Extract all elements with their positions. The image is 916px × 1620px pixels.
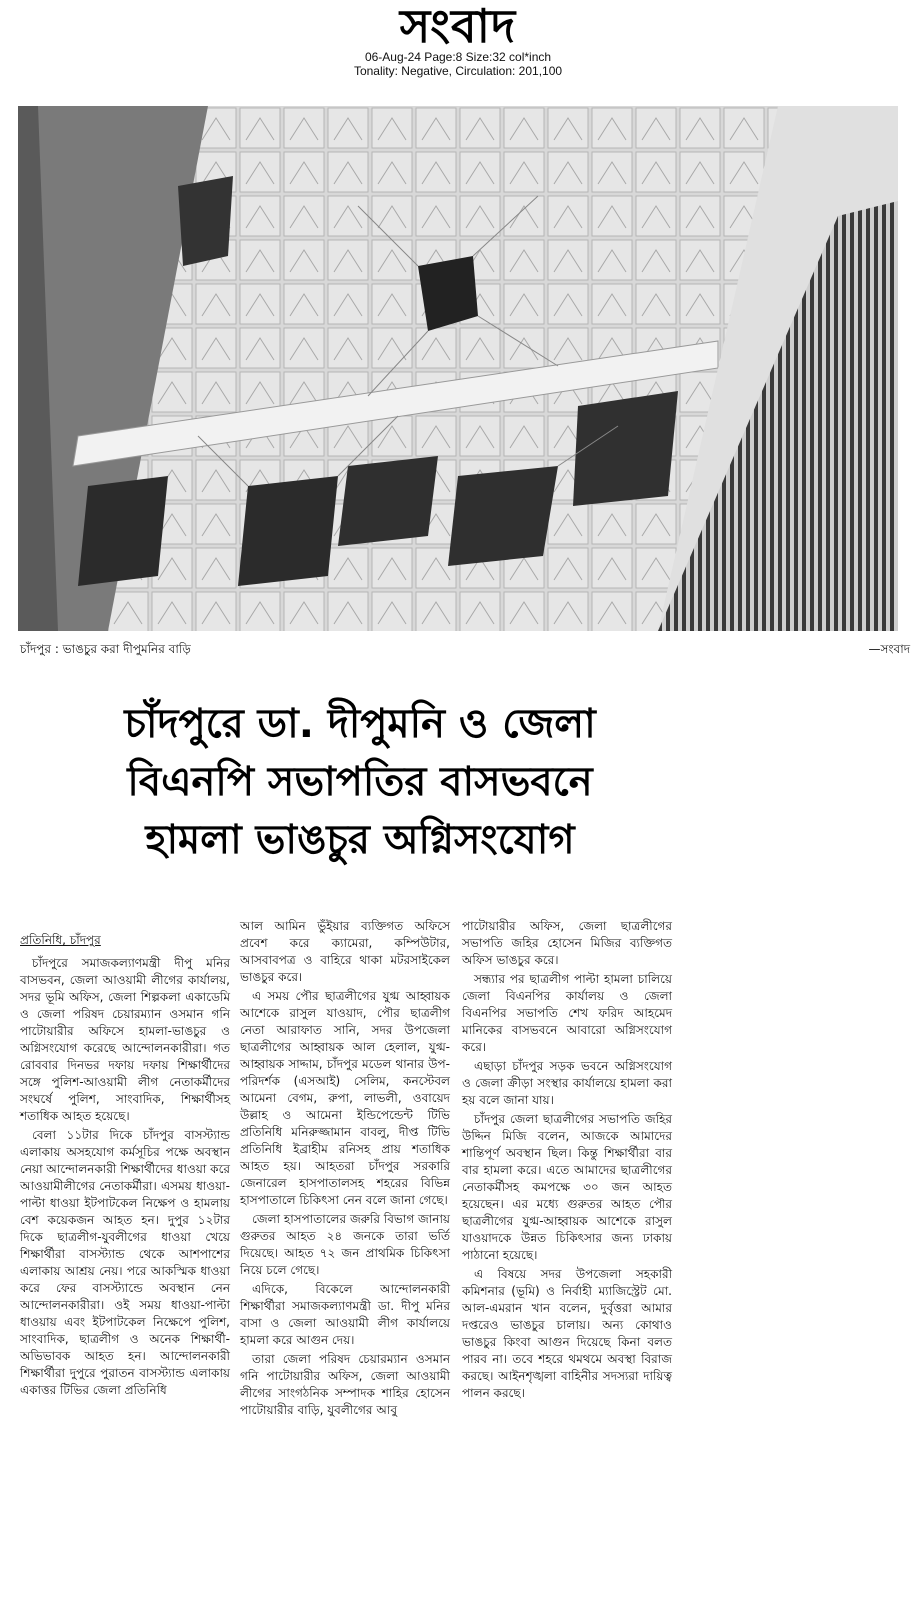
masthead [0,0,916,78]
vandalized-building-photo [18,106,898,631]
photo-caption: চাঁদপুর : ভাঙচুর করা দীপুমনির বাড়ি [20,642,191,656]
paragraph: চাঁদপুর জেলা ছাত্রলীগের সভাপতি জহির উদ্দিন মিজি বলেন, আজকে আমাদের শান্তিপূর্ণ অবস্থান ছিল। কিন্তু শিক্ষার্থীরা বার বার হামলা করে। এতে আমাদের ছাত্রলীগের নেতাকর্মীসহ কমপক্ষে ৩০ জন আহত হয়েছেন। এর মধ্যে গুরুতর আহত পৌর ছাত্রলীগের যুগ্ম-আহ্বায়ক আশেকে রাসুল যাওয়াদকে উন্নত চিকিৎসার জন্য ঢাকায় পাঠানো হয়েছে। [462,1112,672,1262]
paragraph: চাঁদপুরে সমাজকল্যাণমন্ত্রী দীপু মনির বাসভবন, জেলা আওয়ামী লীগের কার্যালয়, সদর ভূমি অফিস, জেলা শিল্পকলা একাডেমি ও জেলা পরিষদ চেয়ারম্যান ওসমান গনি পাটোয়ারীর অফিসে হামলা-ভাঙচুর ও অগ্নিসংযোগ করেছে আন্দোলনকারীরা। গত রোববার দিনভর দফায় দফায় শিক্ষার্থীদের সঙ্গে পুলিশ-আওয়ামী লীগ নেতাকর্মীদের সংঘর্ষে পুলিশ, সাংবাদিক, শিক্ষার্থীসহ শতাধিক আহত হয়েছে। [20,956,230,1123]
paragraph: সন্ধ্যার পর ছাত্রলীগ পাল্টা হামলা চালিয়ে জেলা বিএনপির কার্যালয় ও জেলা বিএনপির সভাপতি শেখ ফরিদ আহমেদ মানিকের বাসভবনে আবারো অগ্নিসংযোগ করে। [462,972,672,1054]
paragraph: এ সময় পৌর ছাত্রলীগের যুগ্ম আহ্বায়ক আশেকে রাসুল যাওয়াদ, পৌর ছাত্রলীগ নেতা আরাফাত সানি, সদর উপজেলা ছাত্রলীগের আহ্বায়ক আল হেলাল, যুগ্ম-আহ্বায়ক সাদ্দাম, চাঁদপুর মডেল থানার উপ-পরিদর্শক (এসআই) সেলিম, কনস্টেবল আমেনা বেগম, রুপা, লাভলী, ওবায়েদ উল্লাহ ও আমেনা ইন্ডিপেন্ডেন্ট টিভি প্রতিনিধি মনিরুজ্জামান বাবলু, দীপ্ত টিভি প্রতিনিধি ইব্রাহীম রনিসহ প্রায় শতাধিক আহত হয়। আহতরা চাঁদপুর সরকারি জেনারেল হাসপাতালসহ শহরের বিভিন্ন হাসপাতালে চিকিৎসা নেন বলে জানা গেছে। [240,989,450,1207]
paragraph: এদিকে, বিকেলে আন্দোলনকারী শিক্ষার্থীরা সমাজকল্যাণমন্ত্রী ডা. দীপু মনির বাসা ও জেলা আওয়ামী লীগ কার্যালয়ে হামলা করে আগুন দেয়। [240,1282,450,1347]
news-photo [18,106,898,631]
headline-line: চাঁদপুরে ডা. দীপুমনি ও জেলা [124,701,596,747]
paragraph: পাটোয়ারীর অফিস, জেলা ছাত্রলীগের সভাপতি জহির হোসেন মিজির ব্যক্তিগত অফিস ভাঙচুর করে। [462,919,672,967]
newspaper-logo: সংবাদ [399,0,517,53]
article-column-3 [462,918,672,1404]
paragraph: তারা জেলা পরিষদ চেয়ারম্যান ওসমান গনি পাটোয়ারীর অফিস, জেলা আওয়ামী লীগের সাংগঠনিক সম্পাদক শাহির হোসেন পাটোয়ারীর বাড়ি, যুবলীগের আবু [240,1352,450,1417]
article-column-1 [20,932,230,1401]
paragraph: জেলা হাসপাতালের জরুরি বিভাগ জানায় গুরুতর আহত ২৪ জনকে তারা ভর্তি দিয়েছে। আহত ৭২ জন প্রাথমিক চিকিৎসা নিয়ে চলে গেছে। [240,1212,450,1277]
headline-line: হামলা ভাঙচুর অগ্নিসংযোগ [145,817,575,863]
photo-credit: —সংবাদ [868,642,910,656]
headline-line: বিএনপি সভাপতির বাসভবনে [127,759,593,805]
clip-info-line-1: 06-Aug-24 Page:8 Size:32 col*inch [364,50,552,64]
paragraph: এ বিষয়ে সদর উপজেলা সহকারী কমিশনার (ভূমি) ও নির্বাহী ম্যাজিস্ট্রেট মো. আল-এমরান খান বলেন, দুর্বৃত্তরা আমার দপ্তরেও ভাঙচুর চালায়। অন্য কোথাও ভাঙচুর কিংবা আগুন দিয়েছে কিনা বলত পারব না। তবে শহরে থমথমে অবস্থা বিরাজ করছে। আইনশৃঙ্খলা বাহিনীর সদস্যরা দায়িত্ব পালন করছে। [462,1267,672,1400]
article-headline [40,695,680,869]
paragraph: এছাড়া চাঁদপুর সড়ক ভবনে অগ্নিসংযোগ ও জেলা ক্রীড়া সংস্থার কার্যালয়ে হামলা করা হয় বলে জানা যায়। [462,1059,672,1107]
byline: প্রতিনিধি, চাঁদপুর [20,933,101,947]
paragraph: বেলা ১১টার দিকে চাঁদপুর বাসস্ট্যান্ড এলাকায় অসহযোগ কর্মসূচির পক্ষে অবস্থান নেয়া আন্দোলনকারী শিক্ষার্থীদের ধাওয়া করে আওয়ামীলীগের নেতাকর্মীরা। এসময় ধাওয়া-পাল্টা ধাওয়া ইটপাটকেল নিক্ষেপ ও হামলায় বেশ কয়েকজন আহত হন। দুপুর ১২টার দিকে ছাত্রলীগ-যুবলীগের ধাওয়া খেয়ে শিক্ষার্থীরা বাসস্ট্যান্ড থেকে আশপাশের এলাকায় আশ্রয় নেয়। পরে আকস্মিক ধাওয়া করে ফের বাসস্ট্যান্ডে অবস্থান নেন আন্দোলনকারীরা। ওই সময় ধাওয়া-পাল্টা ধাওয়ায় এবং ইটপাটকেল নিক্ষেপে পুলিশ, সাংবাদিক, ছাত্রলীগ ও অনেক শিক্ষার্থী-অভিভাবক আহত হন। আন্দোলনকারী শিক্ষার্থীরা দুপুরে পুরাতন বাসস্ট্যান্ড এলাকায় একাত্তর টিভির জেলা প্রতিনিধি [20,1128,230,1397]
clip-info-line-2: Tonality: Negative, Circulation: 201,100 [353,64,563,78]
article-column-2 [240,918,450,1421]
paragraph: আল আমিন ভুঁইয়ার ব্যক্তিগত অফিসে প্রবেশ করে ক্যামেরা, কম্পিউটার, আসবাবপত্র ও বাহিরে থাকা মটরসাইকেল ভাঙচুর করে। [240,919,450,984]
